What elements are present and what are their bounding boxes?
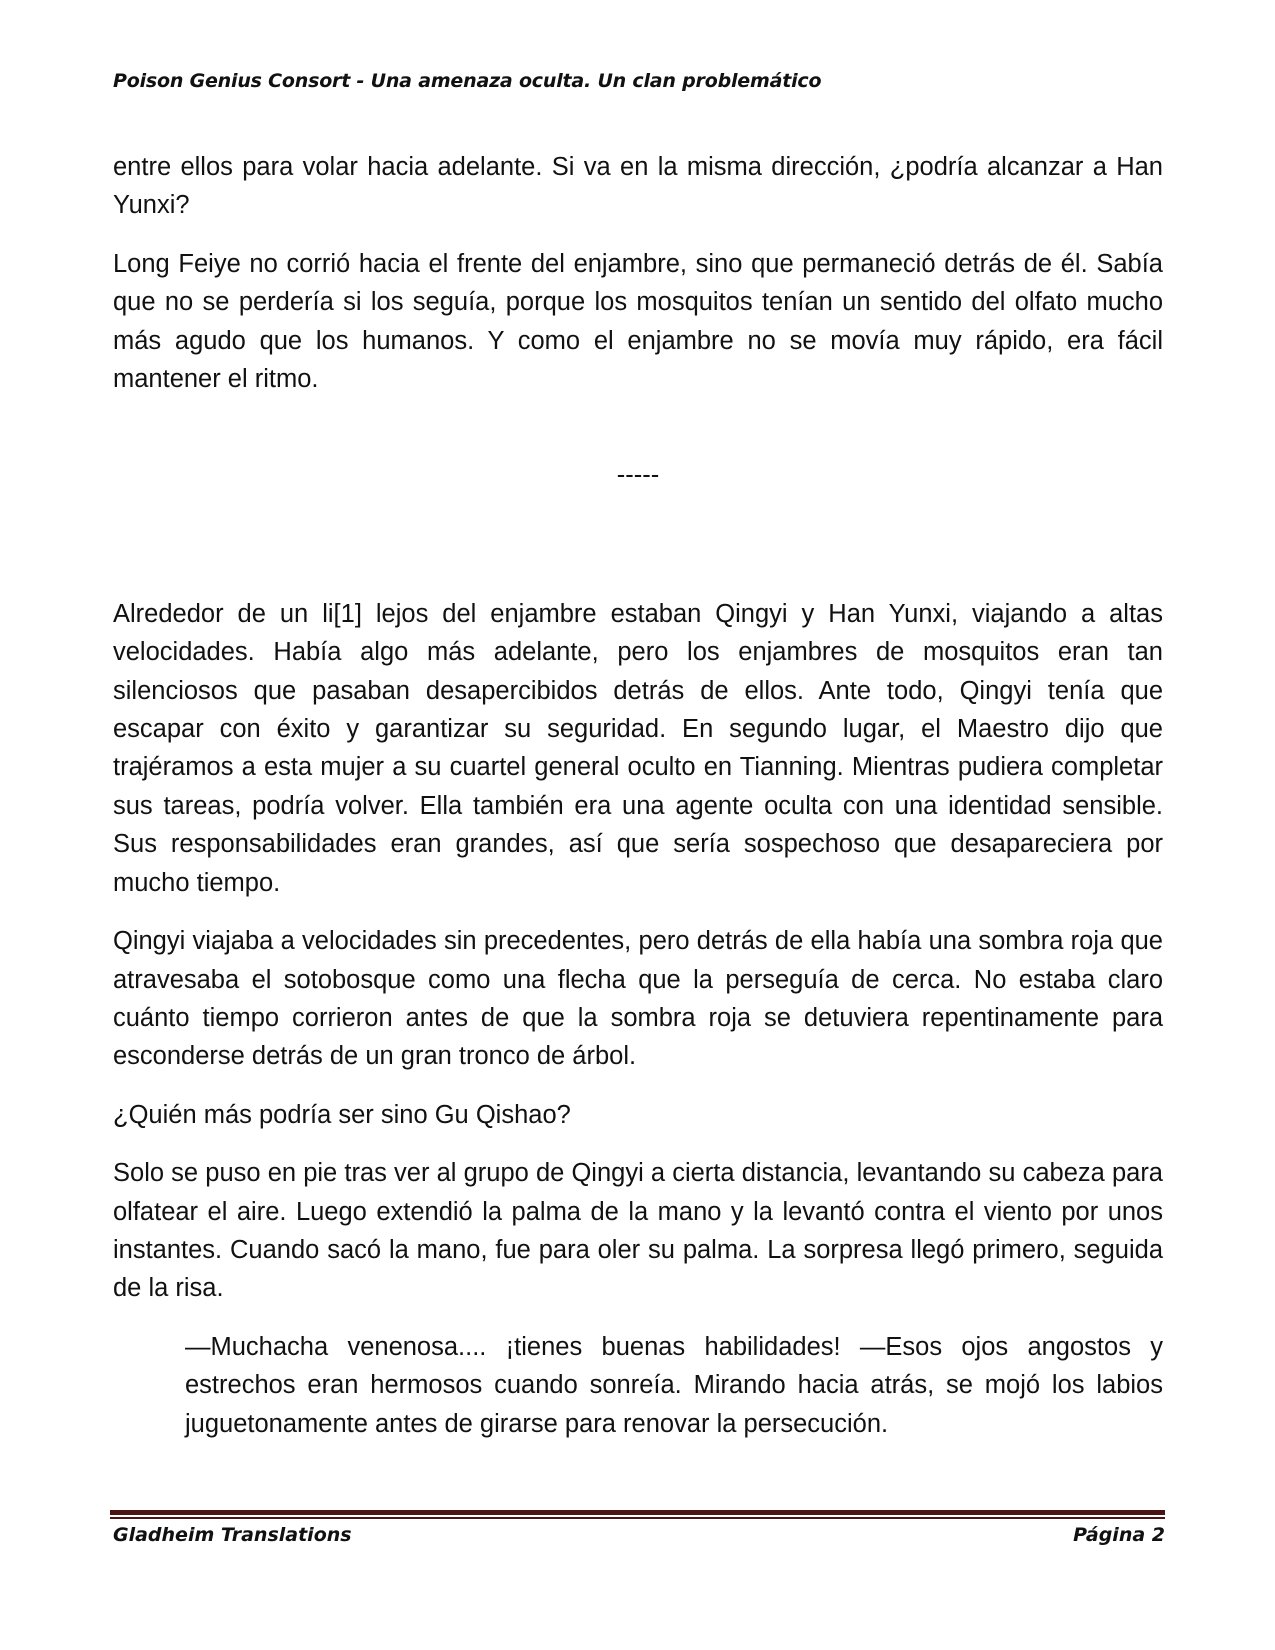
paragraph: ¿Quién más podría ser sino Gu Qishao? [113,1100,571,1129]
paragraph: Alrededor de un li[1] lejos del enjambre estaban Qingyi y Han Yunxi, viajando a altas velocidades. Había algo más adelante, pero los enjambres de mosquitos eran tan silenciosos que pasaban desapercibidos detrás de ellos. Ante todo, Qingyi tenía que escapar con éxito y garantizar su seguridad. En segundo lugar, el Maestro dijo que trajéramos a esta mujer a su cuartel general oculto en Tianning. Mientras pudiera completar sus tareas, podría volver. Ella también era una agente oculta con una identidad sensible. Sus responsabilidades eran grandes, así que sería sospechoso que desapareciera por mucho tiempo. [113,599,1163,897]
paragraph: entre ellos para volar hacia adelante. Si va en la misma dirección, ¿podría alcanzar a Han Yunxi? [113,153,1163,220]
footer-page-number: Página 2 [1073,1524,1165,1546]
scene-separator: ----- [616,461,660,490]
document-body [113,148,1163,1463]
footer-publisher: Gladheim Translations [113,1524,352,1546]
footer-divider-thin-line [110,1517,1165,1519]
paragraph: Solo se puso en pie tras ver al grupo de Qingyi a cierta distancia, levantando su cabeza para olfatear el aire. Luego extendió la palma de la mano y la levantó contra el viento por unos instantes. Cuando sacó la mano, fue para oler su palma. La sorpresa llegó primero, seguida de la risa. [113,1159,1163,1303]
dialogue-paragraph: —Muchacha venenosa.... ¡tienes buenas habilidades! —Esos ojos angostos y estrechos eran hermosos cuando sonreía. Mirando hacia atrás, se mojó los labios juguetonamente antes de girarse para renovar la persecución. [185,1332,1163,1438]
paragraph: Long Feiye no corrió hacia el frente del enjambre, sino que permaneció detrás de él. Sabía que no se perdería si los seguía, porque los mosquitos tenían un sentido del olfato mucho más agudo que los humanos. Y como el enjambre no se movía muy rápido, era fácil mantener el ritmo. [113,249,1163,394]
page-header-title: Poison Genius Consort - Una amenaza oculta. Un clan problemático [113,70,822,92]
footer-divider-thick-line [110,1510,1165,1515]
paragraph: Qingyi viajaba a velocidades sin precedentes, pero detrás de ella había una sombra roja que atravesaba el sotobosque como una flecha que la perseguía de cerca. No estaba claro cuánto tiempo corrieron antes de que la sombra roja se detuviera repentinamente para esconderse detrás de un gran tronco de árbol. [113,927,1163,1071]
